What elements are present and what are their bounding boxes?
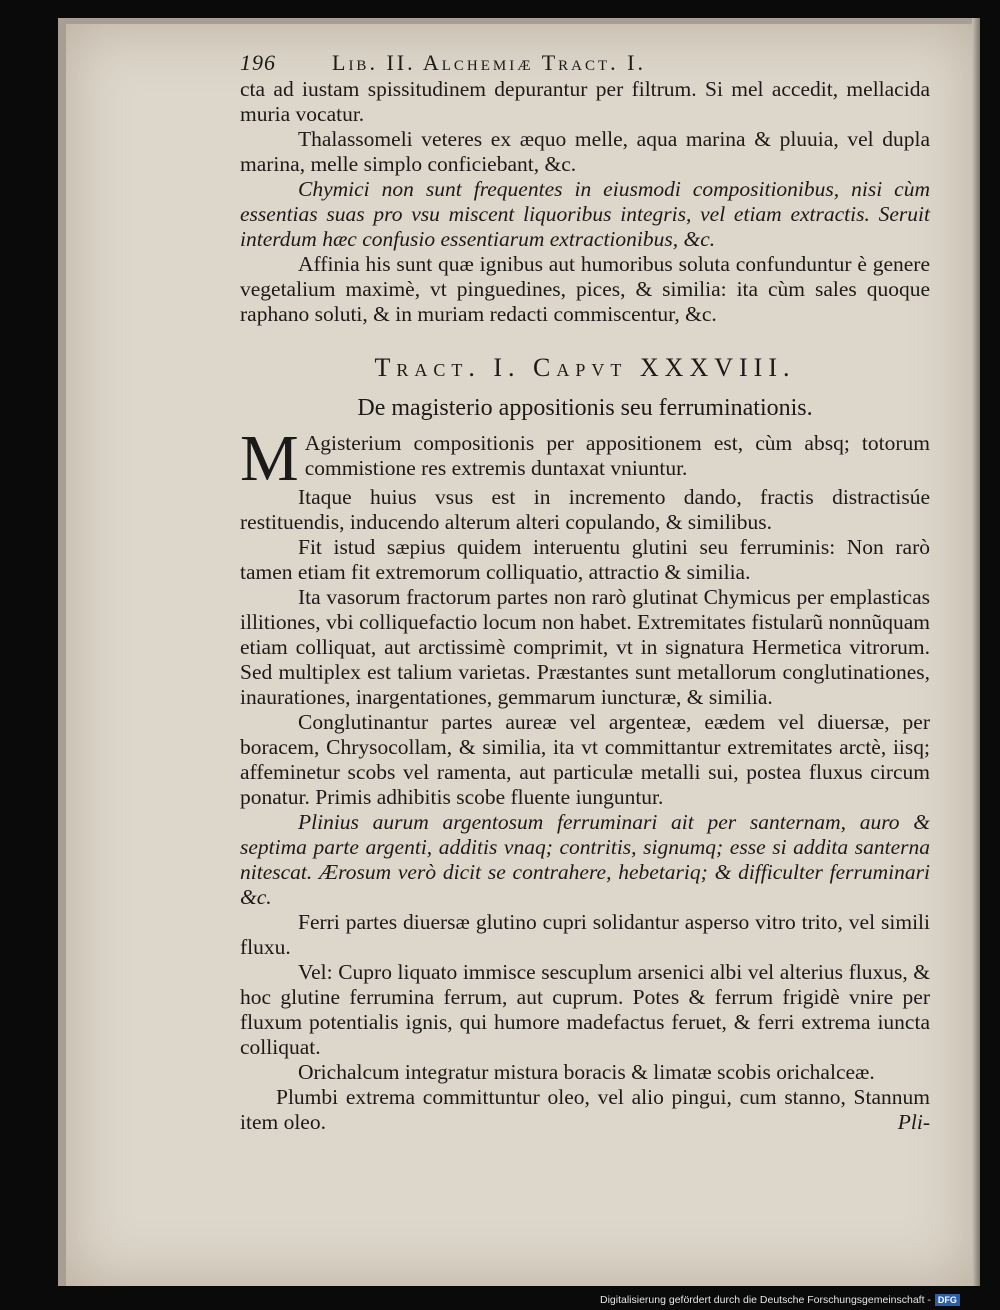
first-paragraph-text: Agisterium compositionis per appositionem est, cùm absq; totorum commistione res extremis duntaxat vniuntur.: [304, 431, 930, 480]
page-edge: [972, 18, 980, 1286]
paragraph: Thalassomeli veteres ex æquo melle, aqua marina & pluuia, vel dupla marina, melle simplo conficiebant, &c.: [240, 127, 930, 176]
paragraph: Ferri partes diuersæ glutino cupri solidantur asperso vitro trito, vel simili fluxu.: [240, 910, 930, 959]
paragraph: Itaque huius vsus est in incremento dando, fractis distractisúe restituendis, inducendo alterum alteri copulando, & similibus.: [240, 485, 930, 534]
paragraph: Plumbi extrema committuntur oleo, vel alio pingui, cum stanno, Stannum item oleo.: [240, 1085, 930, 1134]
digitization-footer: [600, 1293, 996, 1307]
paragraph: Affinia his sunt quæ ignibus aut humoribus soluta confunduntur è genere vegetalium maximè, vt pinguedines, pices, & similia: ita cùm sales quoque raphano soluti, & in muriam redacti commiscentur, &c.: [240, 252, 930, 326]
dfg-logo: DFG: [935, 1294, 960, 1306]
chapter-subtitle: De magisterio appositionis seu ferruminationis.: [357, 395, 813, 421]
paragraph: Orichalcum integratur mistura boracis & limatæ scobis orichalceæ.: [298, 1060, 875, 1084]
page-number: 196: [240, 50, 276, 75]
first-paragraph: [240, 422, 930, 495]
paragraph-italic: Plinius aurum argentosum ferruminari ait per santernam, auro & septima parte argenti, additis vnaq; contritis, signumq; esse si addita santerna nitescat. Ærosum verò dicit se contrahere, hebetariq; & difficulter ferruminari &c.: [240, 810, 930, 909]
text-block: [240, 50, 930, 1135]
catchword: Pli-: [897, 1110, 930, 1134]
paragraph: Conglutinantur partes aureæ vel argenteæ, eædem vel diuersæ, per boracem, Chrysocollam, & similia, ita vt committantur extremitates arctè, iisq; affeminetur scobs vel ramenta, aut particulæ metalli sui, postea fluxus circum ponatur. Primis adhibitis scobe fluente iunguntur.: [240, 710, 930, 809]
running-head: [240, 50, 930, 75]
paragraph: cta ad iustam spissitudinem depurantur per filtrum. Si mel accedit, mellacida muria vocatur.: [240, 77, 930, 126]
chapter-heading: Tract. I. Capvt XXXVIII.: [374, 353, 796, 382]
footer-text: Digitalisierung gefördert durch die Deutsche Forschungsgemeinschaft -: [600, 1294, 931, 1306]
paragraph: Fit istud sæpius quidem interuentu glutini seu ferruminis: Non rarò tamen etiam fit extremorum colliquatio, attractio & similia.: [240, 535, 930, 584]
running-title: Lib. II. Alchemiæ Tract. I.: [332, 50, 646, 75]
paragraph: Vel: Cupro liquato immisce sescuplum arsenici albi vel alterius fluxus, & hoc glutine ferrumina ferrum, aut cuprum. Potes & ferrum frigidè vnire per fluxum potentialis ignis, qui humore madefactus feruet, & ferri extrema iuncta colliquat.: [240, 960, 930, 1059]
paragraph: Ita vasorum fractorum partes non rarò glutinat Chymicus per emplasticas illitiones, vbi colliquefactio locum non habet. Extremitates fistularũ nonnũquam etiam colliquat, aut arctissimè comprimit, vt in signatura Hermetica vitrorum. Sed multiplex est talium varietas. Præstantes sunt metallorum conglutinationes, inaurationes, inargentationes, gemmarum iuncturæ, & similia.: [240, 585, 930, 709]
paragraph-italic: Chymici non sunt frequentes in eiusmodi compositionibus, nisi cùm essentias suas pro vsu miscent liquoribus integris, vel etiam extractis. Seruit interdum hæc confusio essentiarum extractionibus, &c.: [240, 177, 930, 251]
drop-cap: M: [240, 422, 299, 495]
